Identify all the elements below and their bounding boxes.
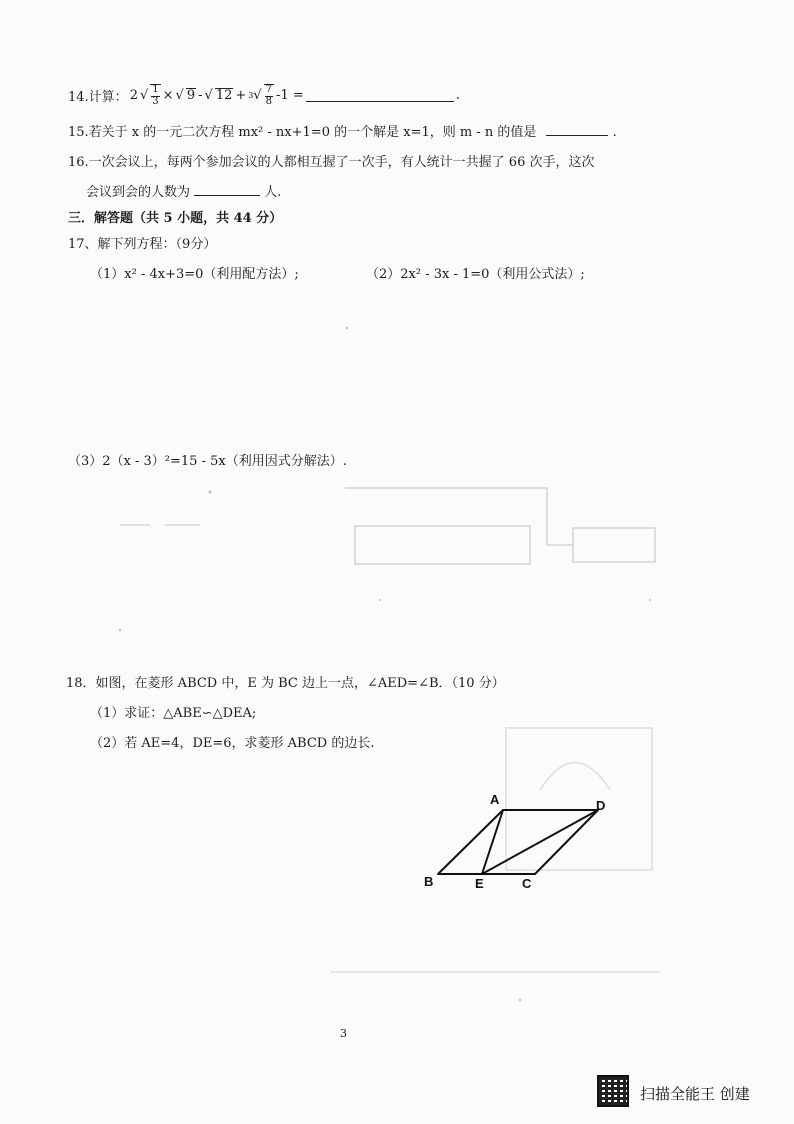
sqrt-symbol-icon: √	[175, 88, 184, 103]
cube-root-symbol-icon: √	[253, 88, 262, 103]
section-3-title: 三．解答题（共 5 小题，共 44 分）	[68, 211, 283, 226]
page-number: 3	[340, 1027, 347, 1040]
sqrt-symbol-icon: √	[204, 88, 213, 103]
q15-text: 15.若关于 x 的一元二次方程 mx² - nx+1=0 的一个解是 x=1，则 m - n 的值是	[68, 125, 537, 140]
q14-coef: 2	[129, 88, 138, 103]
question-17-title: 17、解下列方程：（9分）	[68, 237, 217, 252]
ghost-box-1	[355, 526, 530, 564]
q14-frac1-num: 1	[152, 84, 159, 95]
label-a: A	[490, 792, 500, 807]
q14-end: .	[455, 88, 460, 103]
sqrt-symbol-icon: √	[139, 88, 149, 103]
label-d: D	[596, 798, 606, 813]
q14-plus: +	[235, 88, 247, 103]
q14-cube-index: 3	[248, 91, 254, 100]
q16-line2a: 会议到会的人数为	[86, 185, 191, 200]
question-17-part2: （2）2x² - 3x - 1=0（利用公式法）;	[366, 267, 585, 282]
footer-brand: 扫描全能王 创建	[640, 1085, 750, 1103]
question-18-part1: （1）求证：△ABE∽△DEA;	[90, 706, 257, 721]
q15-end: .	[612, 125, 617, 140]
rhombus-figure	[400, 780, 640, 900]
question-18-title: 18．如图，在菱形 ABCD 中，E 为 BC 边上一点，∠AED=∠B．（10 分）	[66, 676, 505, 691]
q14-frac2-den: 8	[265, 95, 273, 107]
label-e: E	[475, 876, 484, 891]
q16-line2b: 人.	[264, 185, 282, 200]
q14-frac1-den: 3	[152, 95, 159, 107]
q14-times: ×	[162, 88, 174, 103]
q14-label: 14.计算：	[68, 90, 128, 105]
ghost-box-2	[573, 528, 655, 562]
question-17-part3: （3）2（x - 3）²=15 - 5x（利用因式分解法）.	[68, 454, 347, 469]
question-18-part2: （2）若 AE=4，DE=6，求菱形 ABCD 的边长.	[90, 736, 375, 751]
q14-frac2-num: 7	[265, 84, 273, 95]
q14-sqrt9: 9	[186, 87, 196, 103]
question-16-line1: 16.一次会议上，每两个参加会议的人都相互握了一次手，有人统计一共握了 66 次手，这次	[68, 155, 595, 170]
label-c: C	[522, 876, 532, 891]
q14-tail: -1 =	[276, 88, 304, 103]
rhombus-abcd	[438, 810, 598, 874]
q14-sqrt12: 12	[215, 87, 233, 103]
q14-minus: -	[198, 88, 203, 103]
label-b: B	[424, 874, 434, 889]
ghost-connector	[345, 488, 573, 545]
question-17-part1: （1）x² - 4x+3=0（利用配方法）;	[90, 267, 299, 282]
qr-code-icon	[597, 1075, 629, 1107]
